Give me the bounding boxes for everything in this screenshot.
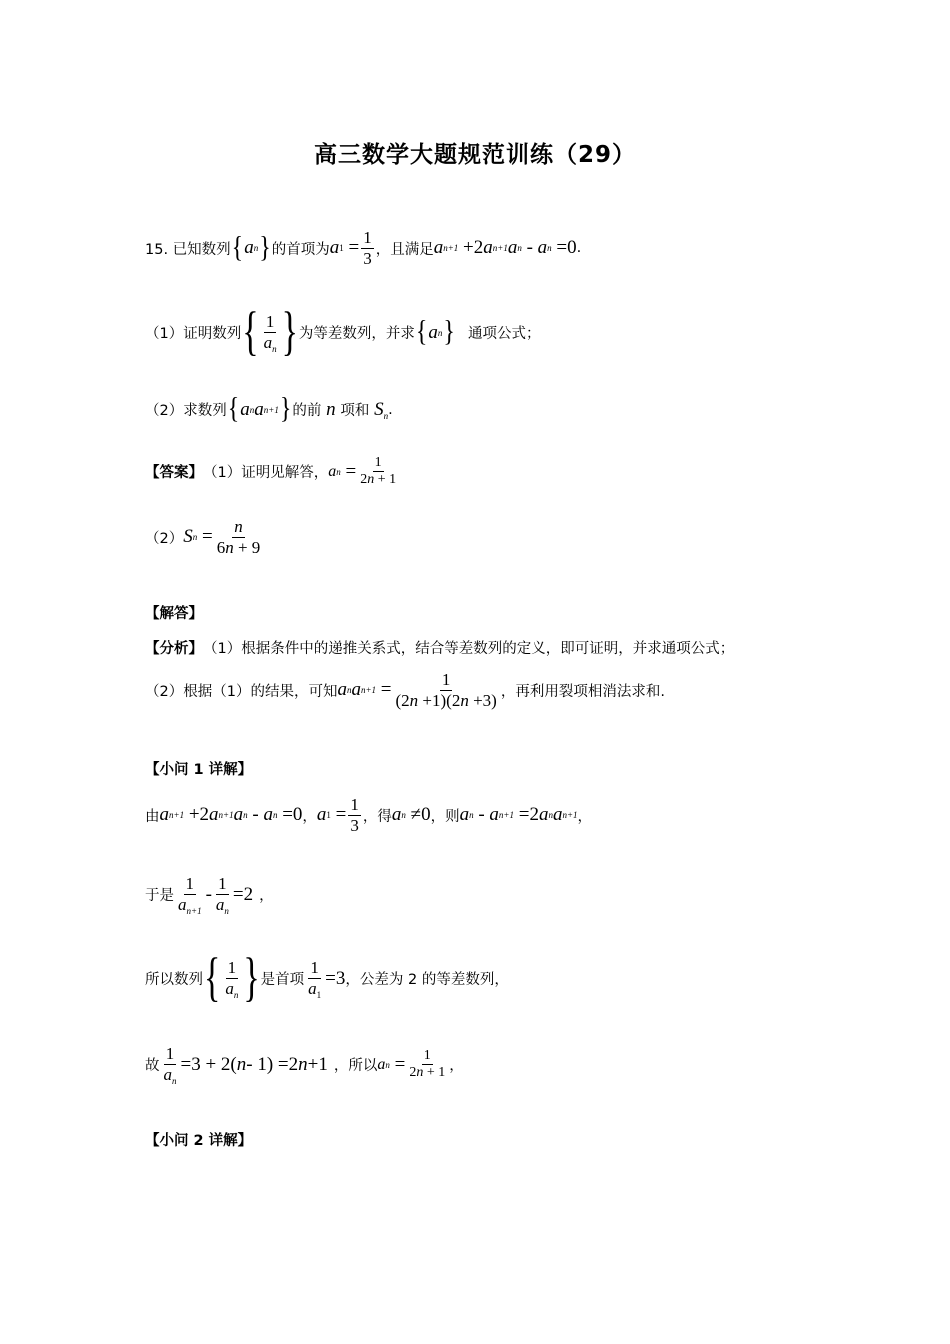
product-formula: a n a n+1 = $\frac{1}{(2n +1)(2n +3)}$ bbox=[337, 670, 497, 710]
problem-lead: 15. 已知数列 bbox=[145, 241, 231, 258]
answer-an-formula: a n = $\frac{1}{2n + 1}$ bbox=[328, 455, 397, 488]
analysis-line: 【分析】 （1）根据条件中的递推关系式，结合等差数列的定义，即可证明，并求通项公式； bbox=[145, 641, 735, 657]
product-sequence: { a n a n+1 } bbox=[227, 392, 292, 426]
step-4: 故 $\frac{1}{a_n}$ =3 + 2( n - 1) =2 n +1 ，所以 a n = $\frac{1}{2n + 1}$ ， bbox=[145, 1044, 464, 1086]
part-2: （2）求数列 { a n a n+1 } 的前 n 项和 $S_n$ . bbox=[145, 392, 393, 426]
step-2: 于是 $\frac{1}{a_{n+1}}$ - $\frac{1}{a_n}$ =2 ， bbox=[145, 874, 274, 916]
first-term-formula: a 1 = $\frac{1}{3}$ bbox=[329, 228, 372, 268]
page-title: 高三数学大题规范训练（29） bbox=[313, 142, 636, 168]
part-1: （1）证明数列 { $\frac{1}{a_n}$ } 为等差数列，并求 { a n } 通项公式； bbox=[145, 302, 541, 362]
step-1: 由 a n+1 +2 a n+1 a n - a n =0 ， a 1 = $\frac{1}{3}$ ，得 a n ≠0 ，则 a n - a n+1 =2 a n a n+1 ， bbox=[145, 795, 593, 835]
recurrence-formula: a n+1 +2 a n+1 a n - a n =0 bbox=[433, 237, 577, 259]
sub-question-2-label: 【小问 2 详解】 bbox=[145, 1133, 253, 1149]
answer-line-2: （2） S n = $\frac{n}{6n + 9}$ bbox=[145, 517, 264, 557]
sub-question-1-label: 【小问 1 详解】 bbox=[145, 762, 253, 778]
analysis-line-2: （2）根据（1）的结果，可知 a n a n+1 = $\frac{1}{(2n +1)(2n +3)}$ ，再利用裂项相消法求和. bbox=[145, 670, 665, 710]
step-3: 所以数列 { $\frac{1}{a_n}$ } 是首项 $\frac{1}{a_1}$ =3 ，公差为 2 的等差数列， bbox=[145, 948, 509, 1008]
sequence-an: { a n } bbox=[231, 231, 271, 264]
problem-statement: 15. 已知数列 { a n } 的首项为 a 1 = $\frac{1}{3}$ ，且满足 a n+1 +2 a n+1 a n - a n =0 . bbox=[145, 228, 582, 268]
answer-line: 【答案】 （1）证明见解答， a n = $\frac{1}{2n + 1}$ bbox=[145, 455, 400, 488]
jieda-label: 【解答】 bbox=[145, 606, 203, 622]
reciprocal-sequence: { $\frac{1}{a_n}$ } bbox=[242, 302, 298, 362]
answer-sn-formula: S n = $\frac{n}{6n + 9}$ bbox=[183, 517, 261, 557]
